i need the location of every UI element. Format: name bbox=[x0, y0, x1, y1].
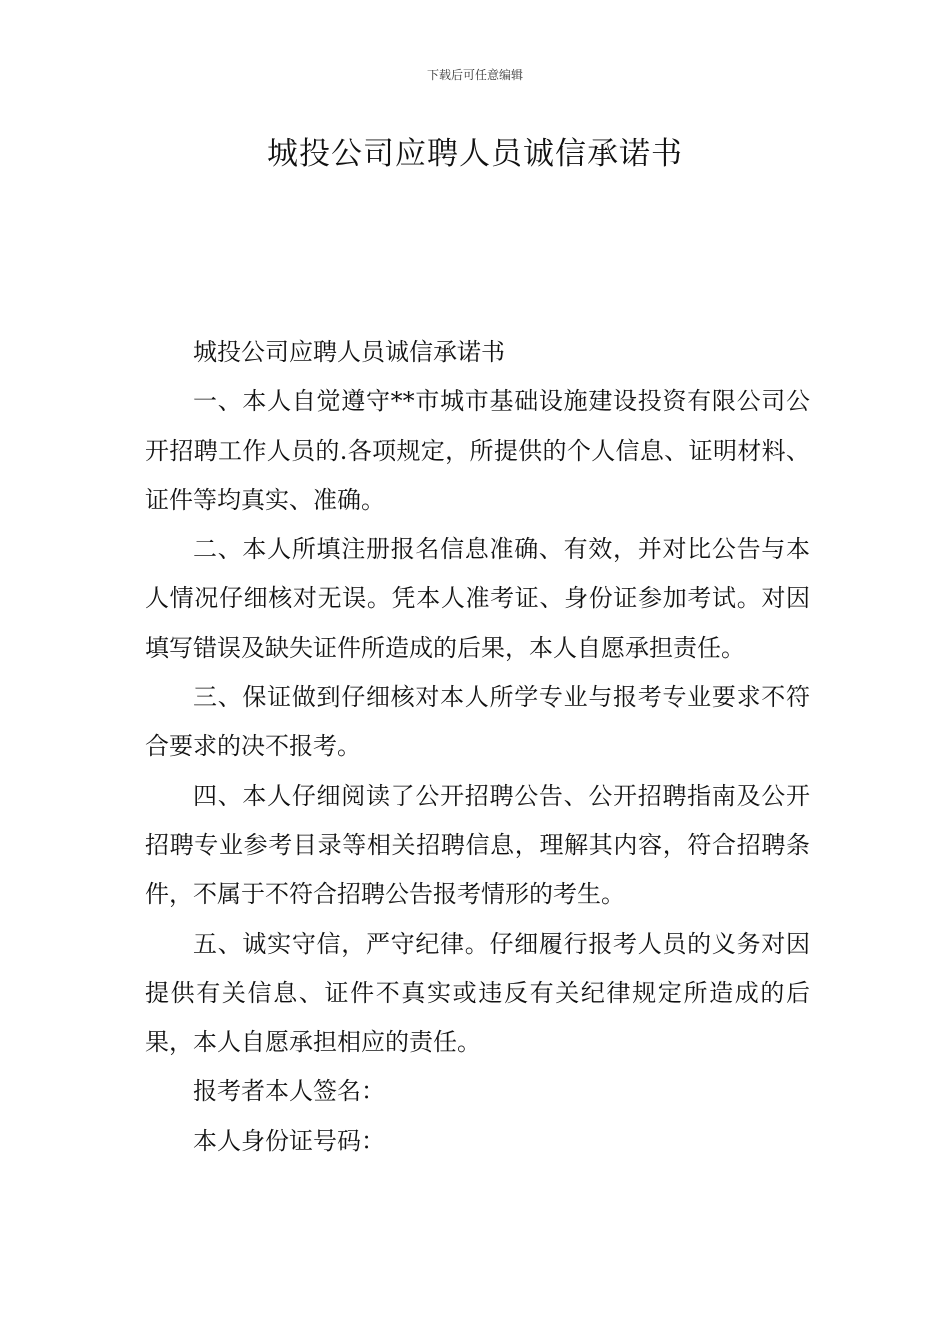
clause-2: 二、本人所填注册报名信息准确、有效，并对比公告与本人情况仔细核对无误。凭本人准考证、身份证参加考试。对因填写错误及缺失证件所造成的后果，本人自愿承担责任。 bbox=[145, 535, 810, 662]
clause-4: 四、本人仔细阅读了公开招聘公告、公开招聘指南及公开招聘专业参考目录等相关招聘信息，理解其内容，符合招聘条件，不属于不符合招聘公告报考情形的考生。 bbox=[145, 781, 810, 909]
body-heading: 城投公司应聘人员诚信承诺书 bbox=[193, 338, 505, 366]
id-number-line: 本人身份证号码： bbox=[193, 1126, 385, 1155]
document-body bbox=[145, 328, 810, 1166]
header-note: 下载后可任意编辑 bbox=[426, 68, 523, 82]
clause-1: 一、本人自觉遵守**市城市基础设施建设投资有限公司公开招聘工作人员的.各项规定，所提供的个人信息、证明材料、证件等均真实、准确。 bbox=[145, 387, 810, 514]
clause-5: 五、诚实守信，严守纪律。仔细履行报考人员的义务对因提供有关信息、证件不真实或违反有关纪律规定所造成的后果，本人自愿承担相应的责任。 bbox=[145, 929, 810, 1057]
page-title: 城投公司应聘人员诚信承诺书 bbox=[267, 136, 683, 172]
clause-3: 三、保证做到仔细核对本人所学专业与报考专业要求不符合要求的决不报考。 bbox=[145, 683, 810, 761]
signature-line: 报考者本人签名： bbox=[193, 1077, 385, 1106]
